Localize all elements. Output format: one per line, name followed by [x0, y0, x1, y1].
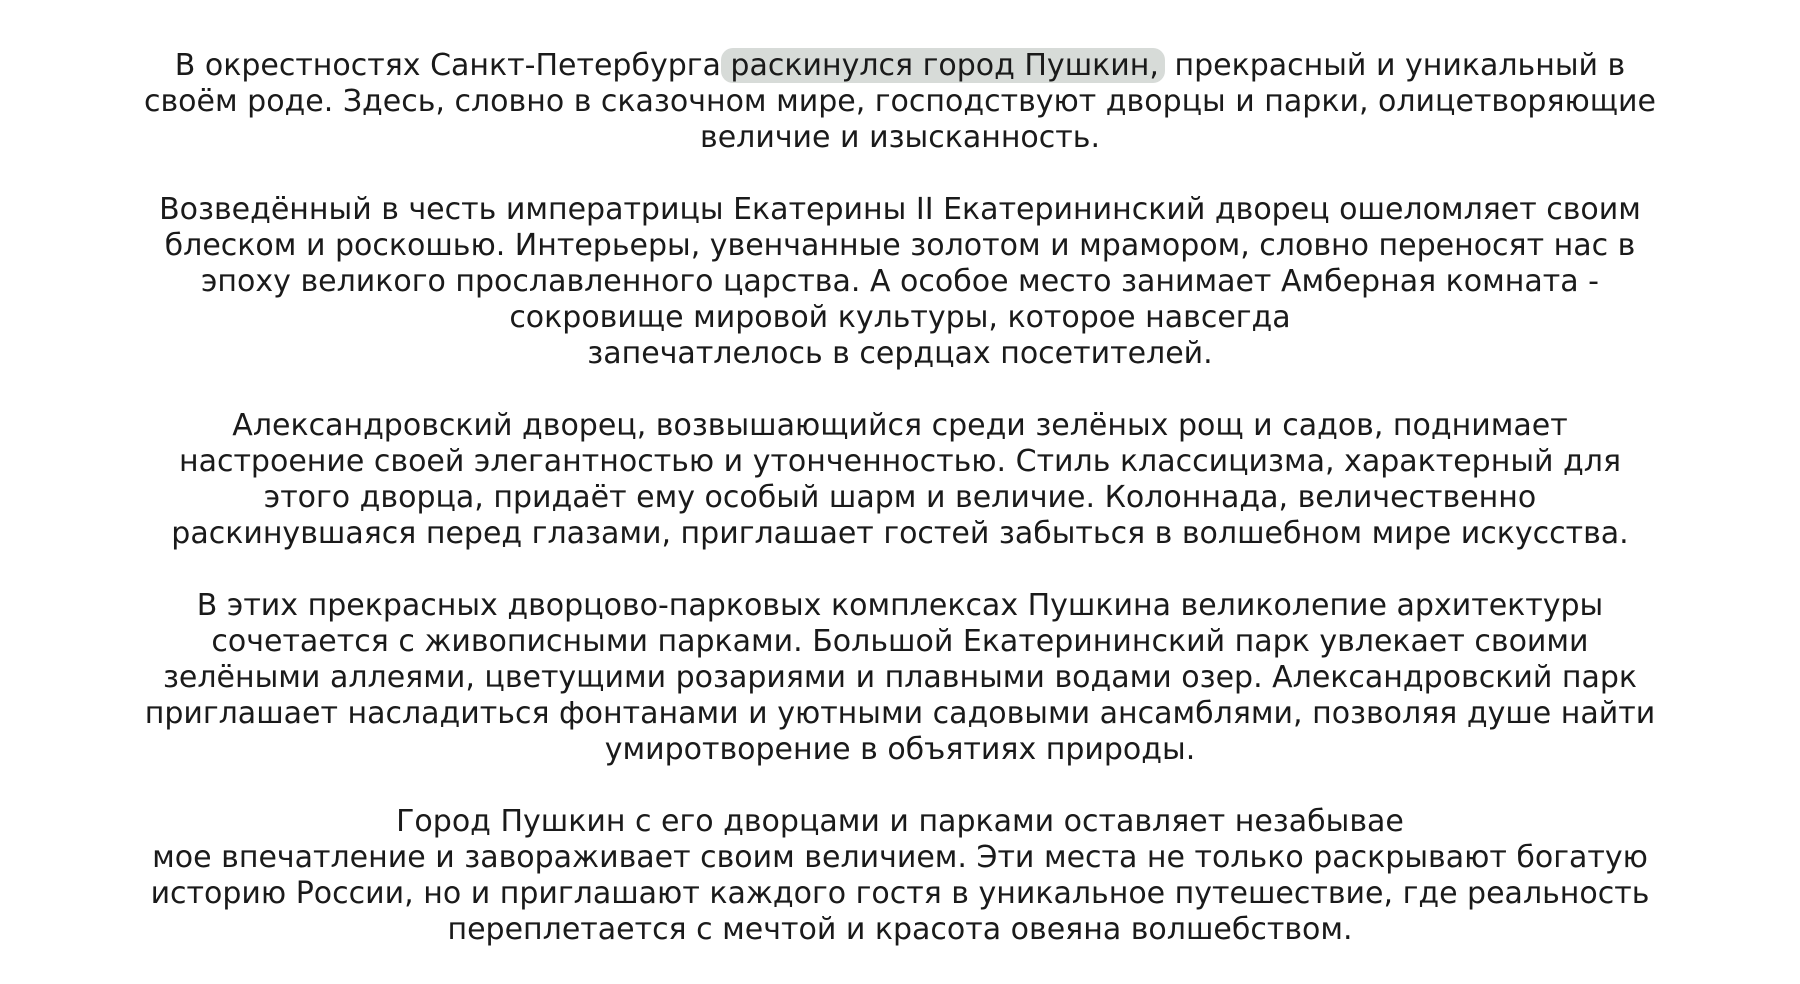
text-line: В этих прекрасных дворцово-парковых комплексах Пушкина великолепие архитектуры — [196, 588, 1604, 623]
paragraph-3 — [100, 408, 1700, 552]
text-line — [100, 48, 1700, 84]
text-line: раскинувшаяся перед глазами, приглашает гостей забыться в волшебном мире искусства. — [171, 516, 1629, 551]
text-line: эпоху великого прославленного царства. А особое место занимает Амберная комната - — [200, 264, 1600, 299]
paragraph-2 — [100, 192, 1700, 372]
text-line: мое впечатление и завораживает своим величием. Эти места не только раскрывают богатую — [152, 840, 1648, 875]
text-line: блеском и роскошью. Интерьеры, увенчанные золотом и мрамором, словно переносят нас в — [164, 228, 1636, 263]
text-line: Александровский дворец, возвышающийся среди зелёных рощ и садов, поднимает — [232, 408, 1568, 443]
text-line: историю России, но и приглашают каждого гостя в уникальное путешествие, где реальность — [150, 876, 1650, 911]
text-selection-highlight[interactable]: раскинулся город Пушкин, — [721, 48, 1165, 83]
text-line: настроение своей элегантностью и утонченностью. Стиль классицизма, характерный для — [178, 444, 1622, 479]
text-line: величие и изысканность. — [700, 120, 1100, 155]
text-line: запечатлелось в сердцах посетителей. — [587, 336, 1213, 371]
text-line: Город Пушкин с его дворцами и парками оставляет незабывае — [396, 804, 1404, 839]
text-line: сокровище мировой культуры, которое навсегда — [509, 300, 1291, 335]
text-segment: В окрестностях Санкт-Петербурга — [174, 48, 721, 83]
text-line: этого дворца, придаёт ему особый шарм и величие. Колоннада, величественно — [263, 480, 1537, 515]
text-line: приглашает насладиться фонтанами и уютными садовыми ансамблями, позволяя душе найти — [144, 696, 1656, 731]
text-line: зелёными аллеями, цветущими розариями и плавными водами озер. Александровский парк — [162, 660, 1638, 695]
text-line: умиротворение в объятиях природы. — [604, 732, 1196, 767]
text-line: переплетается с мечтой и красота овеяна волшебством. — [447, 912, 1353, 947]
text-segment: прекрасный и уникальный в — [1164, 48, 1626, 83]
paragraph-4 — [100, 588, 1700, 768]
document-body — [100, 48, 1700, 984]
text-line: своём роде. Здесь, словно в сказочном мире, господствуют дворцы и парки, олицетворяющие — [144, 84, 1656, 119]
paragraph-5 — [100, 804, 1700, 948]
text-line: сочетается с живописными парками. Большой Екатерининский парк увлекает своими — [211, 624, 1589, 659]
paragraph-1 — [100, 48, 1700, 156]
text-line: Возведённый в честь императрицы Екатерины II Екатерининский дворец ошеломляет своим — [159, 192, 1641, 227]
